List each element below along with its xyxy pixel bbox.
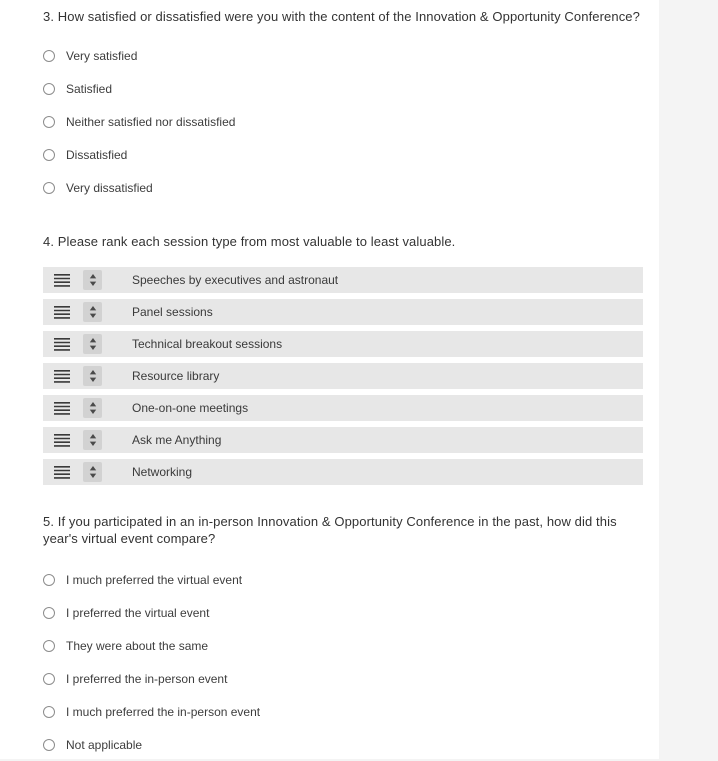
rank-stepper-button[interactable]: [83, 398, 102, 418]
up-down-arrows-icon: [89, 466, 97, 478]
radio-option-label: Satisfied: [66, 81, 113, 96]
radio-button-icon[interactable]: [43, 640, 55, 652]
radio-option-label: Neither satisfied nor dissatisfied: [66, 114, 236, 129]
rank-row[interactable]: [43, 395, 643, 421]
radio-option[interactable]: [43, 629, 643, 662]
radio-option[interactable]: [43, 138, 643, 171]
rank-item-label: Networking: [132, 465, 193, 479]
radio-option[interactable]: [43, 695, 643, 728]
radio-option-label: Very satisfied: [66, 48, 138, 63]
rank-item-label: Speeches by executives and astronaut: [132, 273, 339, 287]
question-4-title: 4. Please rank each session type from most valuable to least valuable.: [43, 234, 456, 249]
drag-handle-icon[interactable]: [54, 466, 70, 479]
radio-option[interactable]: [43, 171, 643, 204]
up-down-arrows-icon: [89, 402, 97, 414]
radio-option[interactable]: [43, 105, 643, 138]
rank-row[interactable]: [43, 363, 643, 389]
rank-row[interactable]: [43, 331, 643, 357]
drag-handle-icon[interactable]: [54, 402, 70, 415]
rank-stepper-button[interactable]: [83, 334, 102, 354]
radio-button-icon[interactable]: [43, 50, 55, 62]
up-down-arrows-icon: [89, 370, 97, 382]
radio-button-icon[interactable]: [43, 706, 55, 718]
up-down-arrows-icon: [89, 434, 97, 446]
up-down-arrows-icon: [89, 306, 97, 318]
rank-row[interactable]: [43, 267, 643, 293]
question-5: [43, 513, 643, 761]
radio-option[interactable]: [43, 72, 643, 105]
rank-item-label: Resource library: [132, 369, 220, 383]
drag-handle-icon[interactable]: [54, 370, 70, 383]
rank-list: [43, 267, 643, 485]
radio-button-icon[interactable]: [43, 116, 55, 128]
drag-handle-icon[interactable]: [54, 274, 70, 287]
radio-button-icon[interactable]: [43, 739, 55, 751]
up-down-arrows-icon: [89, 338, 97, 350]
radio-option-label: Dissatisfied: [66, 147, 128, 162]
rank-stepper-button[interactable]: [83, 430, 102, 450]
radio-option-label: I preferred the in-person event: [66, 671, 228, 686]
drag-handle-icon[interactable]: [54, 434, 70, 447]
rank-item-label: Ask me Anything: [132, 433, 222, 447]
rank-item-label: One-on-one meetings: [132, 401, 249, 415]
radio-option[interactable]: [43, 39, 643, 72]
rank-row[interactable]: [43, 299, 643, 325]
radio-button-icon[interactable]: [43, 149, 55, 161]
rank-row[interactable]: [43, 427, 643, 453]
question-5-options: [43, 563, 643, 761]
question-5-title: 5. If you participated in an in-person Innovation & Opportunity Conference in the past, how did this year's virtual event compare?: [43, 514, 617, 546]
radio-option[interactable]: [43, 728, 643, 761]
radio-option-label: They were about the same: [66, 638, 209, 653]
radio-option[interactable]: [43, 662, 643, 695]
question-4: [43, 233, 643, 485]
radio-option[interactable]: [43, 596, 643, 629]
question-3-options: [43, 39, 643, 204]
question-3-title: 3. How satisfied or dissatisfied were you with the content of the Innovation & Opportunity Conference?: [43, 9, 640, 24]
rank-stepper-button[interactable]: [83, 302, 102, 322]
radio-option-label: I much preferred the virtual event: [66, 572, 243, 587]
rank-item-label: Panel sessions: [132, 305, 213, 319]
up-down-arrows-icon: [89, 274, 97, 286]
radio-button-icon[interactable]: [43, 607, 55, 619]
drag-handle-icon[interactable]: [54, 338, 70, 351]
radio-button-icon[interactable]: [43, 574, 55, 586]
question-3: [43, 8, 643, 204]
rank-stepper-button[interactable]: [83, 366, 102, 386]
radio-option-label: Very dissatisfied: [66, 180, 153, 195]
radio-option-label: I preferred the virtual event: [66, 605, 210, 620]
rank-row[interactable]: [43, 459, 643, 485]
radio-button-icon[interactable]: [43, 182, 55, 194]
rank-item-label: Technical breakout sessions: [132, 337, 283, 351]
radio-button-icon[interactable]: [43, 673, 55, 685]
radio-option[interactable]: [43, 563, 643, 596]
radio-option-label: Not applicable: [66, 737, 143, 752]
drag-handle-icon[interactable]: [54, 306, 70, 319]
rank-stepper-button[interactable]: [83, 270, 102, 290]
radio-button-icon[interactable]: [43, 83, 55, 95]
rank-stepper-button[interactable]: [83, 462, 102, 482]
radio-option-label: I much preferred the in-person event: [66, 704, 261, 719]
